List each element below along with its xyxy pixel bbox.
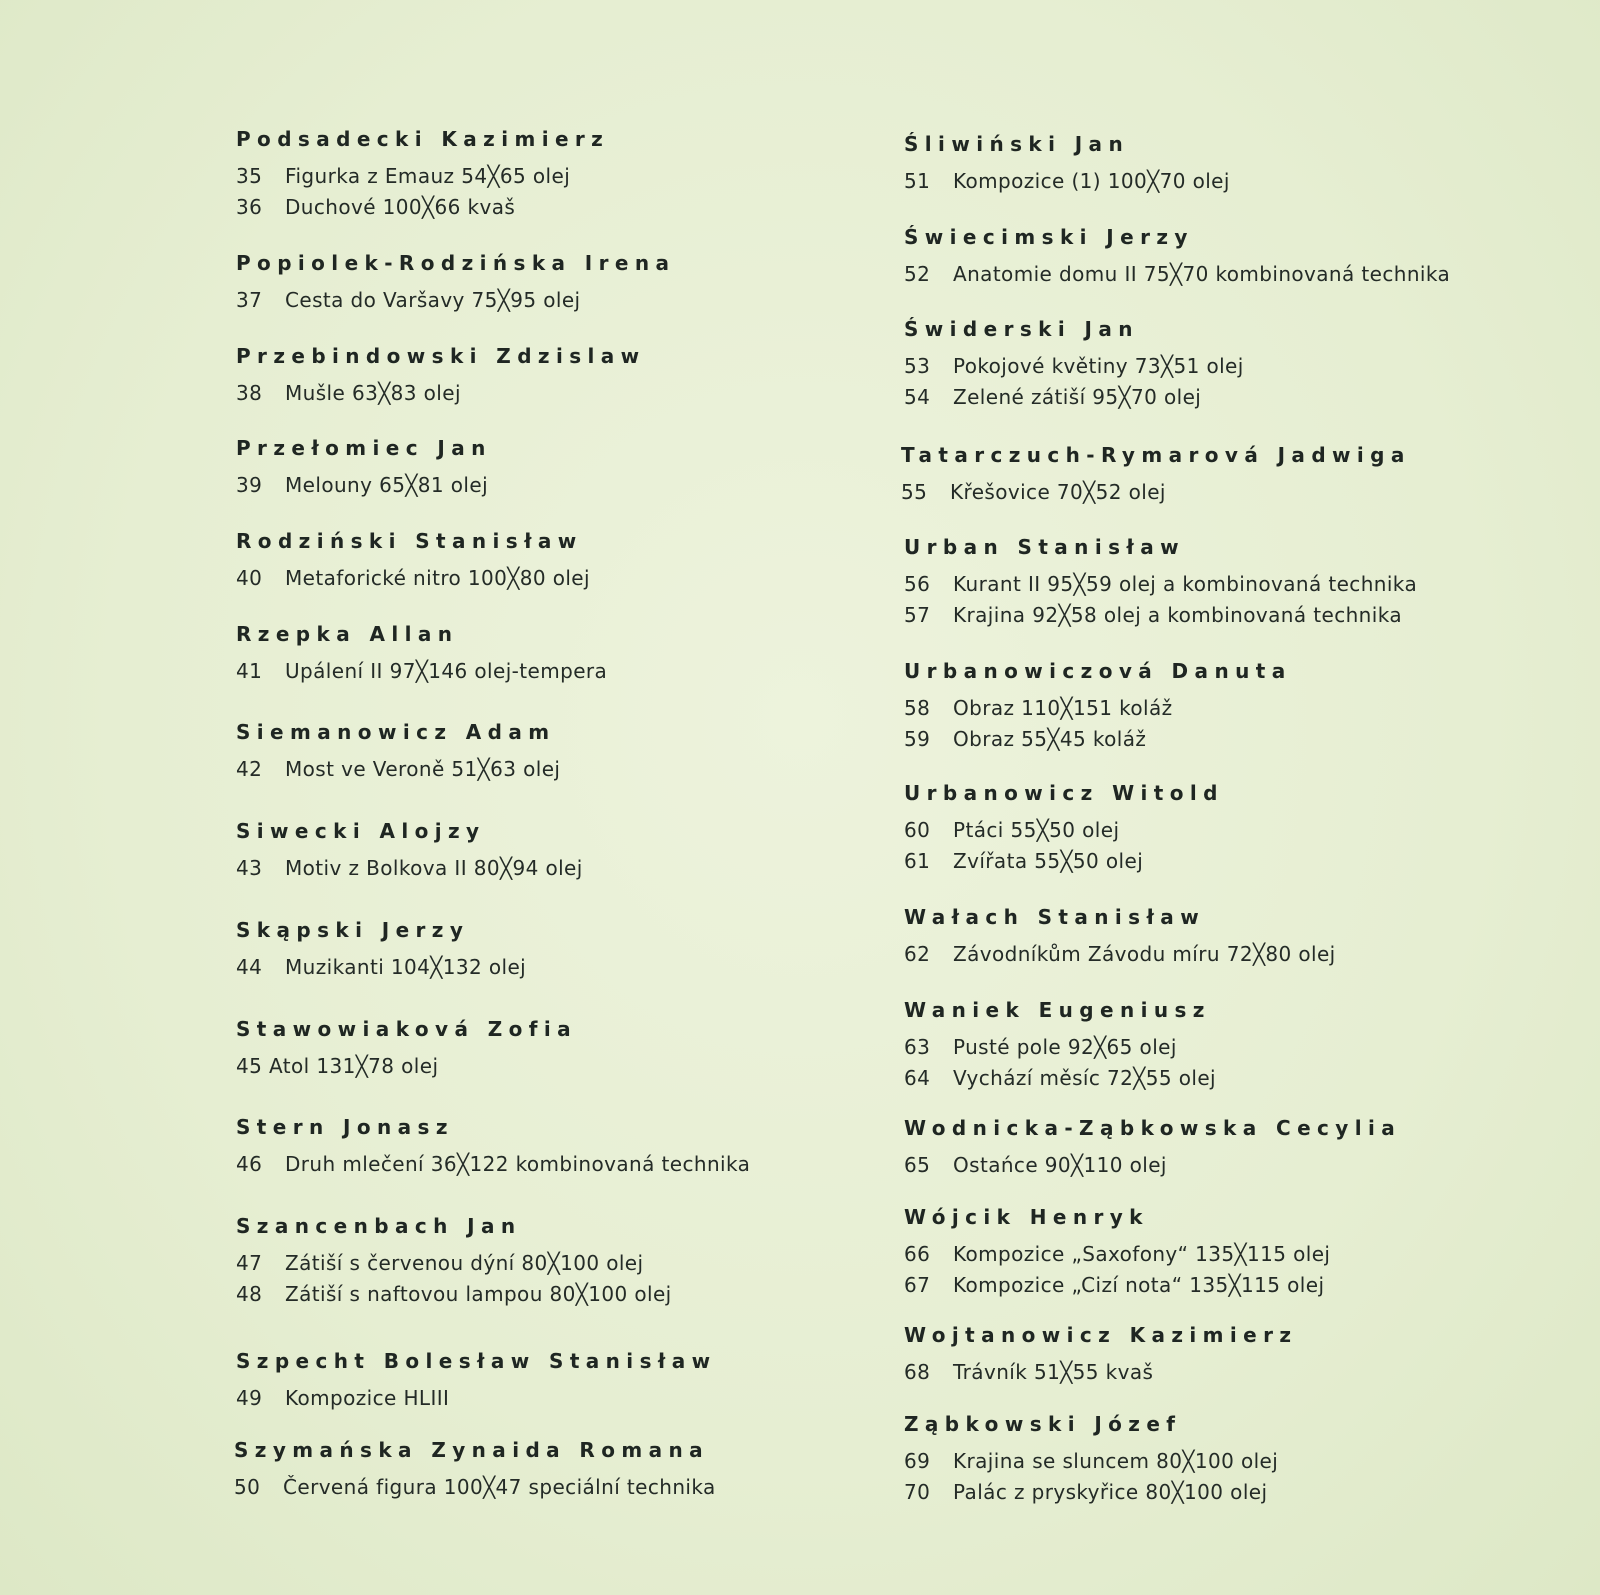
- work-number: 69: [904, 1449, 931, 1473]
- artist-name: Rodziński Stanisław: [236, 529, 583, 553]
- work-number: 54: [904, 385, 931, 409]
- works-list: [236, 754, 560, 785]
- catalog-entry: [236, 528, 590, 594]
- work-item: [904, 846, 1224, 877]
- works-list: [904, 259, 1450, 290]
- artist-name: Wójcik Henryk: [904, 1205, 1149, 1229]
- artist-name: Wałach Stanisław: [904, 905, 1206, 929]
- artist-name: Tatarczuch-Rymarová Jadwiga: [901, 443, 1411, 467]
- catalog-entry: [234, 1437, 716, 1503]
- work-description: Most ve Veroně 51╳63 olej: [285, 757, 561, 781]
- work-description: Trávník 51╳55 kvaš: [953, 1360, 1154, 1384]
- works-list: [236, 656, 607, 687]
- works-list: [904, 1357, 1297, 1388]
- work-number: 66: [904, 1242, 931, 1266]
- artist-name: Szancenbach Jan: [236, 1214, 522, 1238]
- work-item: [236, 1248, 672, 1279]
- works-list: [236, 563, 590, 594]
- catalog-entry: [904, 534, 1417, 631]
- work-item: [236, 1051, 577, 1082]
- work-number: 43: [236, 856, 263, 880]
- work-item: [901, 477, 1411, 508]
- artist-name: Stawowiaková Zofia: [236, 1017, 578, 1041]
- work-description: Zelené zátiší 95╳70 olej: [953, 385, 1202, 409]
- work-description: Červená figura 100╳47 speciální technika: [283, 1475, 716, 1499]
- work-description: Anatomie domu II 75╳70 kombinovaná technika: [953, 262, 1451, 286]
- artist-name: Szpecht Bolesław Stanisław: [236, 1349, 717, 1373]
- catalog-entry: [904, 224, 1450, 290]
- work-number: 48: [236, 1282, 263, 1306]
- catalog-entry: [236, 621, 607, 687]
- work-item: [236, 754, 560, 785]
- artist-name: Wojtanowicz Kazimierz: [904, 1323, 1298, 1347]
- work-number: 42: [236, 757, 263, 781]
- work-item: [904, 351, 1244, 382]
- artist-name: Przebindowski Zdzislaw: [236, 344, 646, 368]
- artist-name: Szymańska Zynaida Romana: [234, 1438, 710, 1462]
- catalog-entry: [236, 250, 675, 316]
- work-number: 36: [236, 195, 263, 219]
- work-description: Kompozice „Cizí nota“ 135╳115 olej: [953, 1273, 1325, 1297]
- work-description: Figurka z Emauz 54╳65 olej: [285, 164, 571, 188]
- artist-name: Podsadecki Kazimierz: [236, 127, 610, 151]
- work-description: Zátiší s naftovou lampou 80╳100 olej: [285, 1282, 672, 1306]
- catalog-entry: [904, 131, 1230, 197]
- artist-name: Wodnicka-Ząbkowska Cecylia: [904, 1116, 1402, 1140]
- work-item: [904, 569, 1417, 600]
- catalog-entry: [904, 997, 1216, 1094]
- catalog-entry: [904, 1204, 1330, 1301]
- work-description: Pokojové květiny 73╳51 olej: [953, 354, 1244, 378]
- work-number: 65: [904, 1153, 931, 1177]
- artist-name: Świderski Jan: [904, 317, 1139, 341]
- right-column: [656, 0, 1451, 1595]
- work-description: Kompozice „Saxofony“ 135╳115 olej: [953, 1242, 1331, 1266]
- catalog-entry: [904, 1411, 1278, 1508]
- work-number: 45: [236, 1054, 263, 1078]
- work-item: [236, 1383, 716, 1414]
- work-number: 51: [904, 169, 931, 193]
- work-description: Křešovice 70╳52 olej: [950, 480, 1166, 504]
- works-list: [236, 470, 492, 501]
- catalog-entry: [901, 442, 1411, 508]
- work-number: 58: [904, 696, 931, 720]
- work-number: 55: [901, 480, 928, 504]
- work-description: Zvířata 55╳50 olej: [953, 849, 1144, 873]
- works-list: [904, 1446, 1278, 1508]
- catalog-entry: [236, 1348, 716, 1414]
- work-item: [236, 285, 675, 316]
- work-item: [904, 382, 1244, 413]
- work-item: [904, 1357, 1297, 1388]
- work-item: [236, 470, 492, 501]
- work-description: Palác z pryskyřice 80╳100 olej: [953, 1480, 1268, 1504]
- artist-name: Waniek Eugeniusz: [904, 998, 1211, 1022]
- work-number: 60: [904, 818, 931, 842]
- work-item: [904, 1477, 1278, 1508]
- works-list: [904, 166, 1230, 197]
- catalog-entry: [236, 1213, 672, 1310]
- work-description: Krajina 92╳58 olej a kombinovaná technika: [953, 603, 1402, 627]
- catalog-entry: [904, 1322, 1297, 1388]
- catalog-entry: [236, 343, 646, 409]
- catalog-entry: [236, 435, 492, 501]
- works-list: [236, 952, 526, 983]
- catalog-entry: [904, 316, 1244, 413]
- work-number: 68: [904, 1360, 931, 1384]
- works-list: [904, 815, 1224, 877]
- work-item: [904, 600, 1417, 631]
- work-description: Upálení II 97╳146 olej-tempera: [285, 659, 608, 683]
- work-number: 62: [904, 942, 931, 966]
- work-number: 37: [236, 288, 263, 312]
- work-number: 49: [236, 1386, 263, 1410]
- catalog-entry: [236, 1016, 577, 1082]
- work-item: [904, 693, 1292, 724]
- work-description: Motiv z Bolkova II 80╳94 olej: [285, 856, 583, 880]
- work-number: 41: [236, 659, 263, 683]
- work-number: 53: [904, 354, 931, 378]
- artist-name: Skąpski Jerzy: [236, 918, 470, 942]
- work-item: [904, 166, 1230, 197]
- work-number: 63: [904, 1035, 931, 1059]
- work-description: Metaforické nitro 100╳80 olej: [285, 566, 590, 590]
- work-number: 39: [236, 473, 263, 497]
- works-list: [236, 161, 609, 223]
- works-list: [901, 477, 1411, 508]
- left-column: [0, 0, 751, 1595]
- work-number: 67: [904, 1273, 931, 1297]
- works-list: [236, 853, 583, 884]
- work-number: 38: [236, 381, 263, 405]
- work-number: 50: [234, 1475, 261, 1499]
- artist-name: Rzepka Allan: [236, 622, 459, 646]
- work-description: Ostańce 90╳110 olej: [953, 1153, 1167, 1177]
- work-description: Muzikanti 104╳132 olej: [285, 955, 527, 979]
- work-description: Obraz 110╳151 koláž: [953, 696, 1173, 720]
- works-list: [904, 1150, 1401, 1181]
- work-item: [236, 192, 609, 223]
- catalog-entry: [904, 780, 1224, 877]
- work-description: Druh mlečení 36╳122 kombinovaná technika: [285, 1152, 751, 1176]
- work-item: [904, 1446, 1278, 1477]
- work-number: 57: [904, 603, 931, 627]
- work-description: Závodníkům Závodu míru 72╳80 olej: [953, 942, 1336, 966]
- catalog-entry: [236, 818, 583, 884]
- work-item: [236, 853, 583, 884]
- works-list: [236, 378, 646, 409]
- work-item: [904, 1150, 1401, 1181]
- work-description: Mušle 63╳83 olej: [285, 381, 461, 405]
- catalog-entry: [904, 904, 1336, 970]
- works-list: [236, 285, 675, 316]
- work-item: [904, 259, 1450, 290]
- works-list: [234, 1472, 716, 1503]
- work-item: [904, 1063, 1216, 1094]
- work-description: Ptáci 55╳50 olej: [953, 818, 1120, 842]
- work-item: [904, 1239, 1330, 1270]
- work-item: [904, 939, 1336, 970]
- artist-name: Urban Stanisław: [904, 535, 1185, 559]
- work-item: [904, 1270, 1330, 1301]
- work-item: [236, 161, 609, 192]
- catalog-entry: [236, 917, 526, 983]
- artist-name: Urbanowicz Witold: [904, 781, 1224, 805]
- works-list: [236, 1051, 577, 1082]
- catalog-entry: [904, 1115, 1401, 1181]
- catalog-entry: [236, 126, 609, 223]
- work-description: Pusté pole 92╳65 olej: [953, 1035, 1177, 1059]
- work-description: Kompozice HLIII: [285, 1386, 450, 1410]
- work-number: 70: [904, 1480, 931, 1504]
- artist-name: Stern Jonasz: [236, 1115, 454, 1139]
- work-item: [236, 378, 646, 409]
- works-list: [904, 939, 1336, 970]
- works-list: [904, 1239, 1330, 1301]
- work-number: 40: [236, 566, 263, 590]
- works-list: [904, 1032, 1216, 1094]
- work-item: [234, 1472, 716, 1503]
- work-description: Krajina se sluncem 80╳100 olej: [953, 1449, 1279, 1473]
- works-list: [904, 693, 1292, 755]
- work-description: Cesta do Varšavy 75╳95 olej: [285, 288, 581, 312]
- work-number: 59: [904, 727, 931, 751]
- work-description: Kompozice (1) 100╳70 olej: [953, 169, 1230, 193]
- works-list: [236, 1383, 716, 1414]
- work-number: 46: [236, 1152, 263, 1176]
- artist-name: Przełomiec Jan: [236, 436, 492, 460]
- work-item: [236, 656, 607, 687]
- artist-name: Śliwiński Jan: [904, 132, 1130, 156]
- artist-name: Popiolek-Rodzińska Irena: [236, 251, 676, 275]
- work-description: Duchové 100╳66 kvaš: [285, 195, 516, 219]
- work-description: Zátiší s červenou dýní 80╳100 olej: [285, 1251, 644, 1275]
- work-item: [904, 815, 1224, 846]
- work-description: Atol 131╳78 olej: [269, 1054, 439, 1078]
- work-item: [236, 563, 590, 594]
- work-number: 56: [904, 572, 931, 596]
- work-description: Melouny 65╳81 olej: [285, 473, 489, 497]
- work-description: Vychází měsíc 72╳55 olej: [953, 1066, 1216, 1090]
- works-list: [236, 1248, 672, 1310]
- artist-name: Siwecki Alojzy: [236, 819, 486, 843]
- works-list: [904, 351, 1244, 413]
- work-number: 44: [236, 955, 263, 979]
- artist-name: Ząbkowski Józef: [904, 1412, 1182, 1436]
- work-number: 47: [236, 1251, 263, 1275]
- work-item: [236, 952, 526, 983]
- artist-name: Urbanowiczová Danuta: [904, 659, 1292, 683]
- artist-name: Świecimski Jerzy: [904, 225, 1194, 249]
- work-number: 35: [236, 164, 263, 188]
- work-number: 52: [904, 262, 931, 286]
- catalog-entry: [904, 658, 1292, 755]
- work-item: [904, 1032, 1216, 1063]
- work-number: 64: [904, 1066, 931, 1090]
- work-description: Kurant II 95╳59 olej a kombinovaná technika: [953, 572, 1418, 596]
- work-description: Obraz 55╳45 koláž: [953, 727, 1147, 751]
- artist-name: Siemanowicz Adam: [236, 720, 556, 744]
- catalog-entry: [236, 719, 560, 785]
- work-number: 61: [904, 849, 931, 873]
- work-item: [236, 1279, 672, 1310]
- works-list: [904, 569, 1417, 631]
- work-item: [904, 724, 1292, 755]
